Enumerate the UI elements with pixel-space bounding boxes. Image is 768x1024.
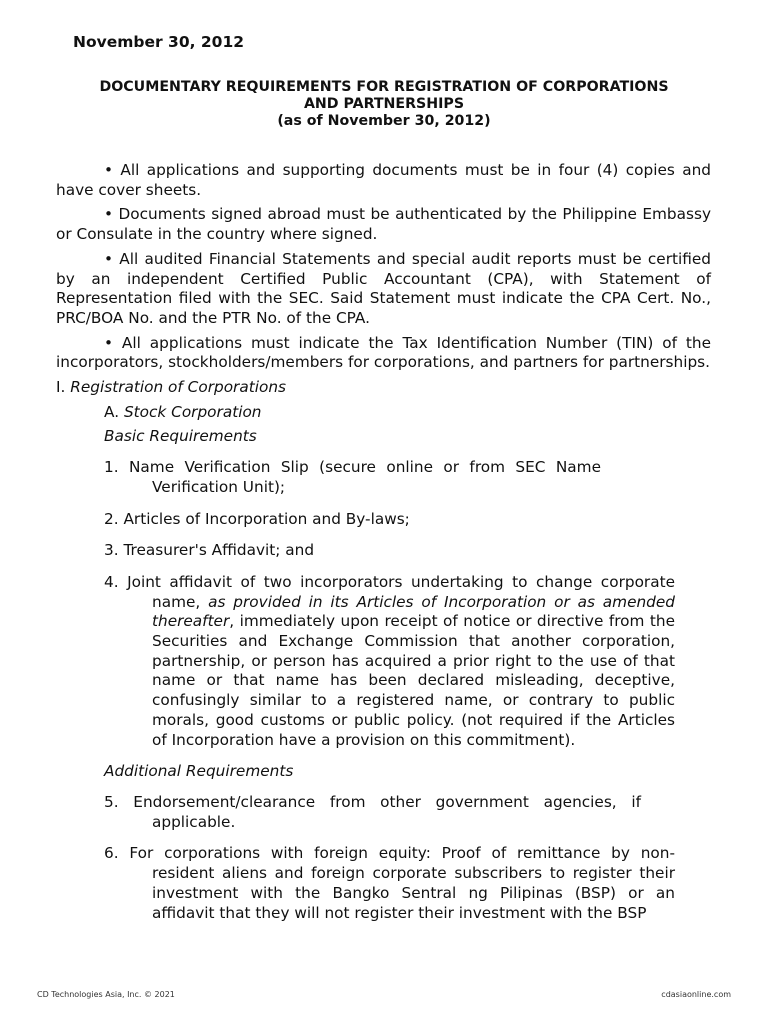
title-line-3: (as of November 30, 2012) xyxy=(277,113,491,129)
document-title xyxy=(56,79,712,130)
section-heading-corporations xyxy=(56,378,711,398)
document-date: November 30, 2012 xyxy=(73,33,245,51)
subsection-letter: A. xyxy=(104,402,120,421)
section-title: Registration of Corporations xyxy=(70,378,286,397)
subsection-heading-stock xyxy=(104,403,711,423)
requirement-item-4: 4. Joint affidavit of two incorporators undertaking to change corporate name, as provided in its Articles of Incorporation or as amended thereafter, immediately upon receipt of notice or directive from the Securities and Exchange Commission that another corporation, partnership, or person has acquired a prior right to the use of that name or that name has been declared misleading, deceptive, confusingly similar to a registered name, or contrary to public morals, good customs or public policy. (not required if the Articles of Incorporation have a provision on this commitment). xyxy=(104,572,675,749)
title-line-1: DOCUMENTARY REQUIREMENTS FOR REGISTRATION OF CORPORATIONS xyxy=(99,79,669,95)
requirement-item-1: 1. Name Verification Slip (secure online or from SEC Name Verification Unit); xyxy=(104,458,601,496)
basic-requirements-heading: Basic Requirements xyxy=(104,427,257,446)
bullet-authentication: • Documents signed abroad must be authenticated by the Philippine Embassy or Consulate in the country where signed. xyxy=(56,205,711,244)
requirement-item-2: 2. Articles of Incorporation and By-laws; xyxy=(104,509,410,528)
additional-requirements-heading: Additional Requirements xyxy=(104,762,294,781)
section-number: I. xyxy=(56,378,66,397)
footer-copyright: CD Technologies Asia, Inc. © 2021 xyxy=(37,990,175,999)
bullet-copies: • All applications and supporting documents must be in four (4) copies and have cover sheets. xyxy=(56,161,711,199)
bullet-tin: • All applications must indicate the Tax Identification Number (TIN) of the incorporators, stockholders/members for corporations, and partners for partnerships. xyxy=(56,333,711,372)
requirement-item-6: 6. For corporations with foreign equity: Proof of remittance by non-resident aliens and foreign corporate subscribers to register their investment with the Bangko Sentral ng Pilipinas (BSP) or an affidavit that they will not register their investment with the BSP xyxy=(104,844,675,922)
footer-website: cdasiaonline.com xyxy=(661,990,731,999)
title-line-2: AND PARTNERSHIPS xyxy=(303,96,465,112)
requirement-item-5: 5. Endorsement/clearance from other government agencies, if applicable. xyxy=(104,792,641,831)
requirement-item-3: 3. Treasurer's Affidavit; and xyxy=(104,541,315,560)
subsection-title: Stock Corporation xyxy=(123,402,262,421)
document-body xyxy=(56,161,711,935)
bullet-audited-statements: • All audited Financial Statements and special audit reports must be certified by an independent Certified Public Accountant (CPA), with Statement of Representation filed with the SEC. Said Statement must indicate the CPA Cert. No., PRC/BOA No. and the PTR No. of the CPA. xyxy=(56,249,711,327)
